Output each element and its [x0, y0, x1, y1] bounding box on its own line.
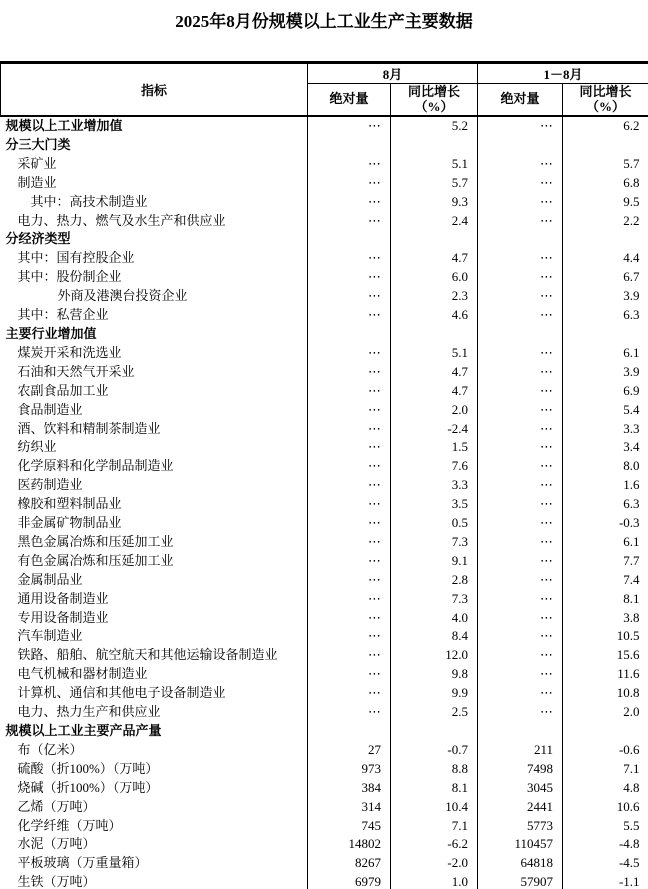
cell-aug-yoy: 3.3 — [391, 476, 478, 495]
cell-cum-absolute: ⋯ — [478, 703, 563, 722]
cell-aug-absolute: 8267 — [308, 854, 391, 873]
cell-aug-yoy — [391, 230, 478, 249]
cell-aug-absolute: 745 — [308, 817, 391, 836]
table-row — [1, 590, 648, 609]
cell-cum-absolute: 3045 — [478, 779, 563, 798]
cell-aug-yoy: 6.0 — [391, 268, 478, 287]
cell-aug-yoy: 12.0 — [391, 646, 478, 665]
cell-aug-absolute: ⋯ — [308, 438, 391, 457]
table-row — [1, 212, 648, 231]
cell-aug-yoy: -2.4 — [391, 420, 478, 439]
row-label: 石油和天然气开采业 — [17, 363, 135, 379]
cell-aug-yoy: 3.5 — [391, 495, 478, 514]
cell-cum-yoy: 8.0 — [563, 457, 648, 476]
table-row — [1, 438, 648, 457]
table-row — [1, 363, 648, 382]
cell-cum-yoy: 11.6 — [563, 665, 648, 684]
cell-cum-absolute: ⋯ — [478, 174, 563, 193]
table-row — [1, 325, 648, 344]
cell-aug-absolute: ⋯ — [308, 193, 391, 212]
cell-cum-absolute: 110457 — [478, 835, 563, 854]
cell-cum-yoy: 6.2 — [563, 116, 648, 136]
cell-aug-absolute: ⋯ — [308, 495, 391, 514]
row-label: 汽车制造业 — [17, 628, 83, 644]
cell-cum-yoy: 7.1 — [563, 760, 648, 779]
row-label: 煤炭开采和洗选业 — [17, 344, 122, 360]
cell-aug-yoy: 2.8 — [391, 571, 478, 590]
table-row — [1, 306, 648, 325]
cell-cum-absolute: ⋯ — [478, 116, 563, 136]
row-label: 金属制品业 — [17, 571, 83, 587]
cell-cum-yoy: 2.0 — [563, 703, 648, 722]
cell-cum-absolute: ⋯ — [478, 665, 563, 684]
cell-aug-absolute: 14802 — [308, 835, 391, 854]
row-label: 其中：私营企业 — [17, 307, 109, 323]
cell-cum-absolute: ⋯ — [478, 646, 563, 665]
cell-cum-absolute: ⋯ — [478, 401, 563, 420]
row-label: 主要行业增加值 — [5, 325, 97, 341]
table-row — [1, 722, 648, 741]
row-label: 有色金属冶炼和压延加工业 — [17, 552, 174, 568]
table-row — [1, 684, 648, 703]
cell-cum-yoy: 6.7 — [563, 268, 648, 287]
table-row — [1, 798, 648, 817]
table-row — [1, 476, 648, 495]
cell-cum-yoy: 5.5 — [563, 817, 648, 836]
cell-aug-yoy: 5.1 — [391, 155, 478, 174]
cell-aug-absolute: ⋯ — [308, 306, 391, 325]
table-row — [1, 495, 648, 514]
cell-aug-yoy: 7.3 — [391, 590, 478, 609]
cell-cum-absolute: ⋯ — [478, 476, 563, 495]
col-header-aug-absolute — [308, 84, 391, 117]
table-row — [1, 665, 648, 684]
table-row — [1, 514, 648, 533]
cell-aug-absolute: 6979 — [308, 873, 391, 889]
cell-aug-yoy: 5.7 — [391, 174, 478, 193]
cell-aug-absolute: ⋯ — [308, 174, 391, 193]
yoy-label-line1: 同比增长 — [579, 83, 632, 99]
col-header-august: 8月 — [308, 63, 478, 84]
row-label: 分经济类型 — [5, 231, 71, 247]
cell-aug-absolute: ⋯ — [308, 684, 391, 703]
cell-cum-yoy: 3.4 — [563, 438, 648, 457]
cell-aug-absolute: ⋯ — [308, 590, 391, 609]
table-row — [1, 703, 648, 722]
table-row — [1, 835, 648, 854]
table-row — [1, 533, 648, 552]
cell-cum-yoy: 3.9 — [563, 287, 648, 306]
cell-cum-yoy: 2.2 — [563, 212, 648, 231]
table-row — [1, 116, 648, 136]
row-label: 黑色金属冶炼和压延加工业 — [17, 533, 174, 549]
cell-cum-absolute: ⋯ — [478, 287, 563, 306]
table-body — [1, 116, 648, 889]
cell-cum-absolute: ⋯ — [478, 495, 563, 514]
cell-aug-absolute: ⋯ — [308, 627, 391, 646]
cell-cum-absolute: ⋯ — [478, 457, 563, 476]
table-row — [1, 401, 648, 420]
cell-cum-absolute: ⋯ — [478, 609, 563, 628]
cell-cum-absolute — [478, 136, 563, 155]
cell-aug-yoy: -6.2 — [391, 835, 478, 854]
cell-aug-absolute — [308, 136, 391, 155]
cell-cum-yoy: 10.5 — [563, 627, 648, 646]
cell-cum-absolute: ⋯ — [478, 306, 563, 325]
cell-aug-yoy: 4.0 — [391, 609, 478, 628]
page-title: 2025年8月份规模以上工业生产主要数据 — [175, 12, 473, 31]
table-row — [1, 344, 648, 363]
cell-aug-absolute: ⋯ — [308, 609, 391, 628]
yoy-label-line2: （%） — [414, 98, 454, 114]
cell-cum-yoy: 3.9 — [563, 363, 648, 382]
table-row — [1, 609, 648, 628]
cell-aug-absolute: 314 — [308, 798, 391, 817]
cell-aug-yoy: 0.5 — [391, 514, 478, 533]
cell-aug-yoy: 7.1 — [391, 817, 478, 836]
cell-cum-yoy: 7.7 — [563, 552, 648, 571]
col-header-cum-absolute — [478, 84, 563, 117]
row-label: 纺织业 — [17, 439, 57, 455]
cell-aug-yoy: 8.4 — [391, 627, 478, 646]
table-row — [1, 646, 648, 665]
cell-cum-absolute: 7498 — [478, 760, 563, 779]
row-label: 烧碱（折100%）（万吨） — [17, 779, 159, 795]
cell-cum-yoy — [563, 722, 648, 741]
cell-cum-absolute: ⋯ — [478, 590, 563, 609]
row-label: 平板玻璃（万重量箱） — [17, 855, 148, 871]
table-header — [1, 63, 648, 117]
yoy-label-line2: （%） — [586, 98, 626, 114]
cell-aug-yoy: 4.7 — [391, 249, 478, 268]
cell-cum-yoy: 6.1 — [563, 533, 648, 552]
cell-cum-absolute: 2441 — [478, 798, 563, 817]
cell-cum-yoy: 1.6 — [563, 476, 648, 495]
absolute-label: 绝对量 — [329, 91, 369, 107]
cell-cum-yoy: 6.3 — [563, 306, 648, 325]
cell-aug-yoy: 2.4 — [391, 212, 478, 231]
cell-aug-absolute: ⋯ — [308, 249, 391, 268]
cell-cum-yoy — [563, 136, 648, 155]
row-label: 计算机、通信和其他电子设备制造业 — [17, 685, 226, 701]
cell-cum-yoy: -0.3 — [563, 514, 648, 533]
cell-aug-absolute: ⋯ — [308, 382, 391, 401]
cell-aug-absolute: ⋯ — [308, 703, 391, 722]
cell-cum-yoy: 6.3 — [563, 495, 648, 514]
cell-aug-yoy: 2.3 — [391, 287, 478, 306]
table-row — [1, 817, 648, 836]
table-row — [1, 193, 648, 212]
row-label: 外商及港澳台投资企业 — [57, 288, 188, 304]
cell-aug-absolute: ⋯ — [308, 116, 391, 136]
row-label: 农副食品加工业 — [17, 382, 109, 398]
col-header-jan-aug: 1－8月 — [478, 63, 648, 84]
row-label: 专用设备制造业 — [17, 609, 109, 625]
cell-cum-absolute: 5773 — [478, 817, 563, 836]
cell-aug-absolute: ⋯ — [308, 212, 391, 231]
row-label: 硫酸（折100%）（万吨） — [17, 760, 159, 776]
cell-aug-yoy: 2.0 — [391, 401, 478, 420]
cell-aug-yoy: 4.6 — [391, 306, 478, 325]
col-header-indicator: 指标 — [1, 63, 308, 117]
row-label: 水泥（万吨） — [17, 836, 96, 852]
table-row — [1, 420, 648, 439]
cell-cum-yoy: 9.5 — [563, 193, 648, 212]
row-label: 电力、热力、燃气及水生产和供应业 — [17, 212, 226, 228]
cell-cum-absolute: ⋯ — [478, 193, 563, 212]
row-label: 乙烯（万吨） — [17, 798, 96, 814]
row-label: 规模以上工业主要产品产量 — [5, 723, 162, 738]
row-label: 非金属矿物制品业 — [17, 515, 122, 531]
cell-cum-absolute: ⋯ — [478, 155, 563, 174]
row-label: 医药制造业 — [17, 477, 83, 493]
cell-cum-absolute — [478, 722, 563, 741]
cell-aug-yoy: 7.3 — [391, 533, 478, 552]
cell-aug-absolute: 384 — [308, 779, 391, 798]
cell-cum-absolute: ⋯ — [478, 533, 563, 552]
industrial-data-table — [0, 61, 648, 889]
cell-aug-absolute: ⋯ — [308, 571, 391, 590]
absolute-label: 绝对量 — [500, 91, 540, 107]
row-label: 其中：股份制企业 — [17, 269, 122, 285]
cell-cum-absolute: ⋯ — [478, 382, 563, 401]
cell-aug-absolute: ⋯ — [308, 420, 391, 439]
cell-cum-absolute: ⋯ — [478, 420, 563, 439]
cell-cum-yoy: 4.8 — [563, 779, 648, 798]
cell-aug-absolute — [308, 230, 391, 249]
row-label: 制造业 — [17, 174, 57, 190]
cell-aug-absolute: ⋯ — [308, 533, 391, 552]
cell-aug-yoy: 9.1 — [391, 552, 478, 571]
cell-aug-yoy: 5.2 — [391, 116, 478, 136]
cell-aug-absolute: ⋯ — [308, 155, 391, 174]
cell-cum-yoy: 3.8 — [563, 609, 648, 628]
cell-cum-absolute: 211 — [478, 741, 563, 760]
cell-aug-absolute: ⋯ — [308, 552, 391, 571]
cell-cum-absolute: ⋯ — [478, 571, 563, 590]
col-header-aug-yoy — [391, 84, 478, 117]
cell-aug-yoy: 1.0 — [391, 873, 478, 889]
table-row — [1, 873, 648, 889]
cell-aug-absolute — [308, 722, 391, 741]
cell-aug-absolute: 973 — [308, 760, 391, 779]
cell-cum-absolute: ⋯ — [478, 344, 563, 363]
table-row — [1, 249, 648, 268]
table-row — [1, 627, 648, 646]
cell-cum-yoy: 5.7 — [563, 155, 648, 174]
cell-aug-absolute — [308, 325, 391, 344]
row-label: 酒、饮料和精制茶制造业 — [17, 420, 161, 436]
cell-aug-yoy — [391, 136, 478, 155]
yoy-label-line1: 同比增长 — [408, 83, 461, 99]
cell-cum-absolute — [478, 230, 563, 249]
cell-aug-yoy: -0.7 — [391, 741, 478, 760]
row-label: 其中：高技术制造业 — [30, 193, 148, 209]
cell-cum-absolute: ⋯ — [478, 363, 563, 382]
cell-cum-absolute: ⋯ — [478, 249, 563, 268]
cell-cum-absolute: ⋯ — [478, 212, 563, 231]
cell-aug-yoy: 8.1 — [391, 779, 478, 798]
cell-cum-yoy: 8.1 — [563, 590, 648, 609]
table-row — [1, 382, 648, 401]
cell-cum-absolute: ⋯ — [478, 438, 563, 457]
cell-aug-absolute: ⋯ — [308, 457, 391, 476]
row-label: 采矿业 — [17, 155, 57, 171]
table-row — [1, 268, 648, 287]
cell-cum-yoy: -4.8 — [563, 835, 648, 854]
row-label: 布（亿米） — [17, 741, 83, 757]
cell-cum-yoy — [563, 325, 648, 344]
row-label: 电气机械和器材制造业 — [17, 666, 148, 682]
cell-aug-yoy: 4.7 — [391, 382, 478, 401]
row-label: 电力、热力生产和供应业 — [17, 704, 161, 720]
row-label: 其中：国有控股企业 — [17, 250, 135, 266]
table-row — [1, 287, 648, 306]
cell-aug-yoy: 1.5 — [391, 438, 478, 457]
table-row — [1, 779, 648, 798]
cell-cum-yoy: -0.6 — [563, 741, 648, 760]
table-row — [1, 136, 648, 155]
cell-cum-absolute: ⋯ — [478, 514, 563, 533]
cell-aug-yoy — [391, 325, 478, 344]
table-row — [1, 760, 648, 779]
cell-cum-yoy: 15.6 — [563, 646, 648, 665]
cell-cum-yoy: -4.5 — [563, 854, 648, 873]
cell-cum-absolute: ⋯ — [478, 627, 563, 646]
table-row — [1, 457, 648, 476]
row-label: 通用设备制造业 — [17, 590, 109, 606]
table-row — [1, 854, 648, 873]
page — [0, 11, 648, 889]
cell-cum-yoy: 10.8 — [563, 684, 648, 703]
row-label: 食品制造业 — [17, 401, 83, 417]
cell-cum-yoy: 6.1 — [563, 344, 648, 363]
cell-cum-yoy: 10.6 — [563, 798, 648, 817]
row-label: 化学纤维（万吨） — [17, 817, 122, 833]
cell-aug-yoy: 4.7 — [391, 363, 478, 382]
cell-cum-yoy: 5.4 — [563, 401, 648, 420]
cell-aug-yoy: 5.1 — [391, 344, 478, 363]
cell-aug-absolute: ⋯ — [308, 646, 391, 665]
cell-cum-yoy: 6.9 — [563, 382, 648, 401]
cell-aug-yoy: 8.8 — [391, 760, 478, 779]
row-label: 规模以上工业增加值 — [5, 118, 123, 133]
cell-aug-yoy: -2.0 — [391, 854, 478, 873]
cell-cum-yoy — [563, 230, 648, 249]
row-label: 化学原料和化学制品制造业 — [17, 458, 174, 474]
header-group-row — [1, 63, 648, 84]
table-row — [1, 155, 648, 174]
cell-aug-yoy: 9.8 — [391, 665, 478, 684]
row-label: 橡胶和塑料制品业 — [17, 496, 122, 512]
cell-cum-yoy: 7.4 — [563, 571, 648, 590]
cell-cum-absolute: ⋯ — [478, 268, 563, 287]
cell-cum-absolute — [478, 325, 563, 344]
cell-aug-absolute: ⋯ — [308, 363, 391, 382]
table-row — [1, 741, 648, 760]
cell-aug-yoy — [391, 722, 478, 741]
cell-cum-absolute: 57907 — [478, 873, 563, 889]
cell-aug-yoy: 2.5 — [391, 703, 478, 722]
cell-aug-absolute: ⋯ — [308, 287, 391, 306]
cell-cum-yoy: 4.4 — [563, 249, 648, 268]
cell-cum-absolute: ⋯ — [478, 684, 563, 703]
cell-cum-absolute: 64818 — [478, 854, 563, 873]
cell-aug-absolute: ⋯ — [308, 344, 391, 363]
cell-cum-yoy: 6.8 — [563, 174, 648, 193]
cell-aug-yoy: 10.4 — [391, 798, 478, 817]
table-row — [1, 552, 648, 571]
cell-aug-absolute: ⋯ — [308, 476, 391, 495]
cell-aug-absolute: ⋯ — [308, 514, 391, 533]
cell-aug-absolute: ⋯ — [308, 401, 391, 420]
cell-aug-yoy: 9.3 — [391, 193, 478, 212]
cell-cum-yoy: 3.3 — [563, 420, 648, 439]
cell-cum-absolute: ⋯ — [478, 552, 563, 571]
cell-aug-yoy: 9.9 — [391, 684, 478, 703]
table-row — [1, 571, 648, 590]
cell-aug-absolute: ⋯ — [308, 665, 391, 684]
cell-aug-yoy: 7.6 — [391, 457, 478, 476]
col-header-cum-yoy — [563, 84, 648, 117]
cell-cum-yoy: -1.1 — [563, 873, 648, 889]
row-label: 铁路、船舶、航空航天和其他运输设备制造业 — [17, 647, 278, 663]
row-label: 生铁（万吨） — [17, 874, 96, 889]
table-row — [1, 174, 648, 193]
table-row — [1, 230, 648, 249]
cell-aug-absolute: 27 — [308, 741, 391, 760]
cell-aug-absolute: ⋯ — [308, 268, 391, 287]
row-label: 分三大门类 — [5, 136, 71, 152]
